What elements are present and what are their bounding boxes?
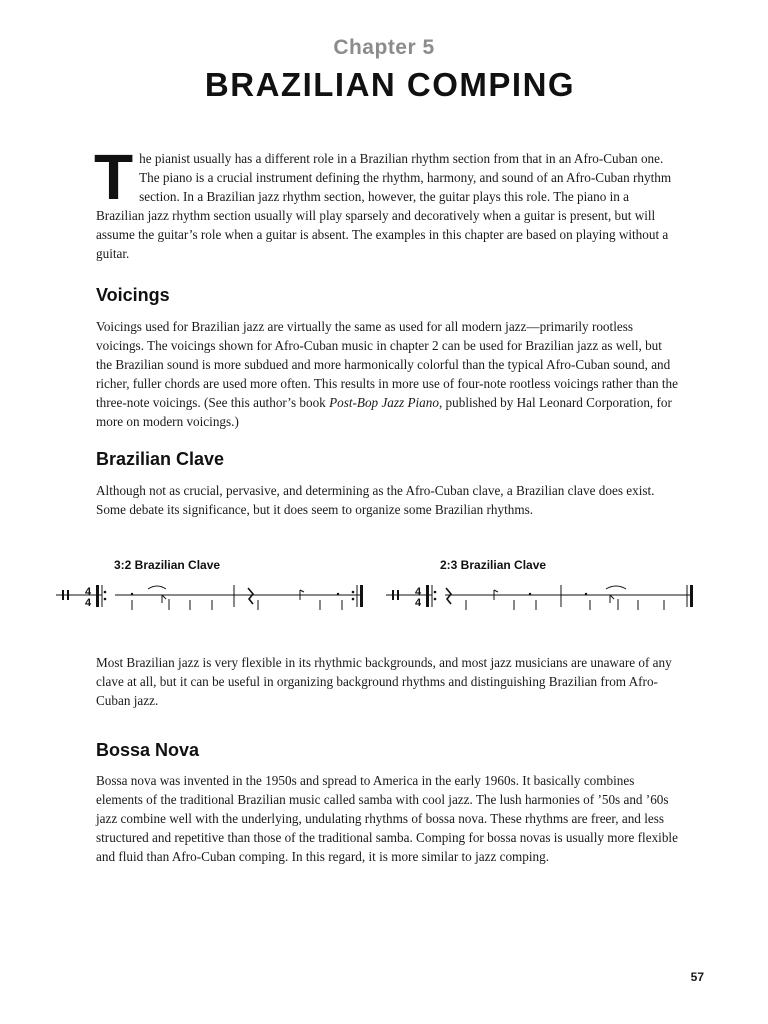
- repeat-start: [426, 585, 429, 607]
- voicings-heading: Voicings: [96, 285, 170, 305]
- clave-followup-paragraph: Most Brazilian jazz is very flexible in its rhythmic backgrounds, and most jazz musicians are unaware of any clave at all, but it can be useful in organizing background rhythms and distinguishing Brazilian from Afro-Cuban jazz.: [96, 655, 672, 708]
- quarter-rest: [446, 588, 451, 604]
- brazilian-clave-heading: Brazilian Clave: [96, 449, 225, 469]
- chapter-label: Chapter 5: [333, 36, 435, 59]
- time-signature-bottom: 4: [415, 597, 422, 609]
- intro-paragraph: [94, 141, 676, 263]
- time-signature-top: 4: [85, 586, 92, 598]
- intro-text: he pianist usually has a different role in a Brazilian rhythm section from that in an Afro-Cuban one. The piano is a crucial instrument defining the rhythm, harmony, and sound of an Afro-Cuban rhythm section. In a Brazilian jazz rhythm section, however, the guitar plays this role. The piano in a Brazilian jazz rhythm section usually will play sparsely and decoratively when a guitar is present, but will assume the guitar’s role when a guitar is absent. The examples in this chapter are based on playing without a guitar.: [96, 151, 672, 261]
- bossa-nova-paragraph: Bossa nova was invented in the 1950s and spread to America in the early 1960s. It basically combines elements of the traditional Brazilian music called samba with cool jazz. The lush harmonies of ’50s and ’60s jazz combine well with the underlying, undulating rhythms of bossa nova. These rhythms are freer, and less structured and repetitive than those of the traditional samba. Comping for bossa novas is usually more flexible and fluid than Afro-Cuban comping. In this regard, it is more similar to jazz comping.: [96, 773, 678, 864]
- clave-3-2-notation: [56, 578, 376, 618]
- quarter-rest: [248, 588, 253, 604]
- repeat-end: [690, 585, 693, 607]
- page-number: 57: [690, 970, 704, 984]
- repeat-end: [360, 585, 363, 607]
- clave-paragraph: Although not as crucial, pervasive, and determining as the Afro-Cuban clave, a Brazilian clave does exist. Some debate its significance, but it does seem to organize some Brazilian rhythms.: [96, 483, 655, 517]
- voicings-paragraph: [96, 317, 678, 431]
- bossa-nova-heading: Bossa Nova: [96, 740, 200, 760]
- clave-2-3-notation: [386, 578, 706, 618]
- book-title: Post-Bop Jazz Piano: [329, 395, 439, 410]
- voicings-text: Voicings used for Brazilian jazz are virtually the same as used for all modern jazz—primarily rootless voicings. The voicings shown for Afro-Cuban music in chapter 2 can be used for Brazilian jazz as well, but the Brazilian sound is more subdued and more harmonically colorful than the typical Afro-Cuban sound, and richer, fuller chords are used more often. This results in more use of four-note rootless voicings rather than the three-note voicings. (See this author’s book: [96, 319, 678, 410]
- voicings-text-end: , published by Hal Leonard Corporation, for more on modern voicings.): [96, 395, 672, 429]
- time-signature-bottom: 4: [85, 597, 92, 609]
- clave-2-3-label: 2:3 Brazilian Clave: [440, 558, 547, 572]
- repeat-start: [96, 585, 99, 607]
- clave-3-2-label: 3:2 Brazilian Clave: [114, 558, 221, 572]
- time-signature-top: 4: [415, 586, 422, 598]
- drop-cap: T: [94, 141, 134, 213]
- chapter-title: BRAZILIAN COMPING: [204, 66, 576, 103]
